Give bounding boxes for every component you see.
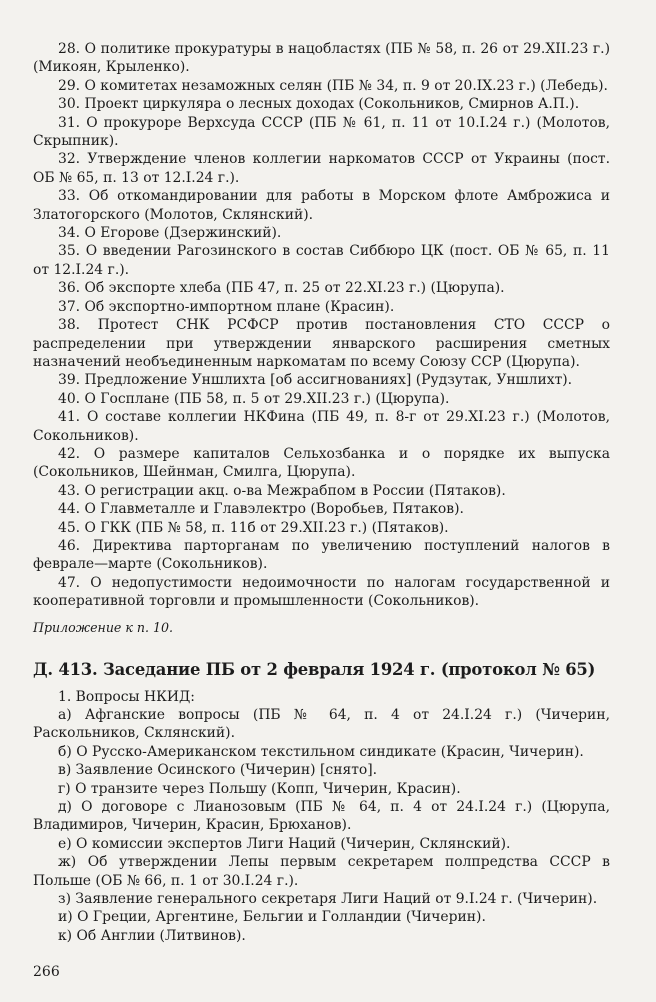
agenda-item-40: 40. О Госплане (ПБ 58, п. 5 от 29.XII.23 г.) (Цюрупа).: [58, 390, 450, 407]
agenda-item-45: 45. О ГКК (ПБ № 58, п. 11б от 29.XII.23 г.) (Пятаков).: [58, 519, 449, 536]
page-body: [33, 40, 610, 945]
agenda-item-30: 30. Проект циркуляра о лесных доходах (Сокольников, Смирнов А.П.).: [58, 96, 580, 113]
subitem-a: а) Афганские вопросы (ПБ № 64, п. 4 от 24.I.24 г.) (Чичерин, Раскольников, Склянский).: [33, 707, 610, 742]
subitem-heading: 1. Вопросы НКИД:: [58, 688, 195, 705]
subitem-i: и) О Греции, Аргентине, Бельгии и Голландии (Чичерин).: [58, 909, 486, 926]
appendix-note: Приложение к п. 10.: [33, 619, 174, 635]
subitem-k: к) Об Англии (Литвинов).: [58, 927, 246, 944]
agenda-item-32: 32. Утверждение членов коллегии наркоматов СССР от Украины (пост. ОБ № 65, п. 13 от 12.I.24 г.).: [33, 151, 610, 186]
agenda-item-38: 38. Протест СНК РСФСР против постановления СТО СССР о распределении при утверждении январского расширения сметных назначений необъединенным наркоматам по всему Союзу ССР (Цюрупа).: [33, 317, 610, 370]
agenda-item-43: 43. О регистрации акц. о-ва Межрабпом в России (Пятаков).: [58, 482, 506, 499]
agenda-item-33: 33. Об откомандировании для работы в Морском флоте Амброжиса и Златогорского (Молотов, Склянский).: [33, 188, 610, 223]
agenda-item-37: 37. Об экспортно-импортном плане (Красин).: [58, 298, 395, 315]
agenda-item-35: 35. О введении Рагозинского в состав Сиббюро ЦК (пост. ОБ № 65, п. 11 от 12.I.24 г.).: [33, 243, 610, 278]
page-number: 266: [33, 964, 60, 980]
subitem-zh: ж) Об утверждении Лепы первым секретарем полпредства СССР в Польше (ОБ № 66, п. 1 от 30.I.24 г.).: [33, 854, 610, 889]
agenda-item-46: 46. Директива парторганам по увеличению поступлений налогов в феврале—марте (Сокольников).: [33, 537, 610, 573]
document-title: Д. 413. Заседание ПБ от 2 февраля 1924 г. (протокол № 65): [33, 659, 596, 679]
subitem-e: е) О комиссии экспертов Лиги Наций (Чичерин, Склянский).: [58, 835, 511, 852]
agenda-item-47: 47. О недопустимости недоимочности по налогам государственной и кооперативной торговли и промышленности (Сокольников).: [33, 574, 610, 610]
agenda-item-28: 28. О политике прокуратуры в нацобластях (ПБ № 58, п. 26 от 29.XII.23 г.) (Микоян, Крыленко).: [33, 41, 610, 76]
agenda-item-36: 36. Об экспорте хлеба (ПБ 47, п. 25 от 22.XI.23 г.) (Цюрупа).: [58, 280, 505, 297]
agenda-item-31: 31. О прокуроре Верхсуда СССР (ПБ № 61, п. 11 от 10.I.24 г.) (Молотов, Скрыпник).: [33, 114, 610, 150]
agenda-item-41: 41. О составе коллегии НКФина (ПБ 49, п. 8-г от 29.XI.23 г.) (Молотов, Сокольников).: [33, 409, 610, 444]
agenda-item-29: 29. О комитетах незаможных селян (ПБ № 34, п. 9 от 20.IX.23 г.) (Лебедь).: [58, 77, 608, 94]
subitem-d: д) О договоре с Лианозовым (ПБ № 64, п. 4 от 24.I.24 г.) (Цюрупа, Владимиров, Чичерин, Красин, Брюханов).: [33, 799, 610, 834]
agenda-item-42: 42. О размере капиталов Сельхозбанка и о порядке их выпуска (Сокольников, Шейнман, Смилга, Цюрупа).: [33, 445, 610, 481]
subitem-z: з) Заявление генерального секретаря Лиги Наций от 9.I.24 г. (Чичерин).: [58, 891, 598, 908]
agenda-item-44: 44. О Главметалле и Главэлектро (Воробьев, Пятаков).: [58, 501, 464, 518]
subitem-v: в) Заявление Осинского (Чичерин) [снято].: [58, 762, 378, 779]
subitem-b: б) О Русско-Американском текстильном синдикате (Красин, Чичерин).: [58, 743, 584, 760]
agenda-item-34: 34. О Егорове (Дзержинский).: [58, 225, 282, 242]
agenda-item-39: 39. Предложение Уншлихта [об ассигнованиях] (Рудзутак, Уншлихт).: [58, 372, 573, 389]
subitem-g: г) О транзите через Польшу (Копп, Чичерин, Красин).: [58, 780, 461, 797]
